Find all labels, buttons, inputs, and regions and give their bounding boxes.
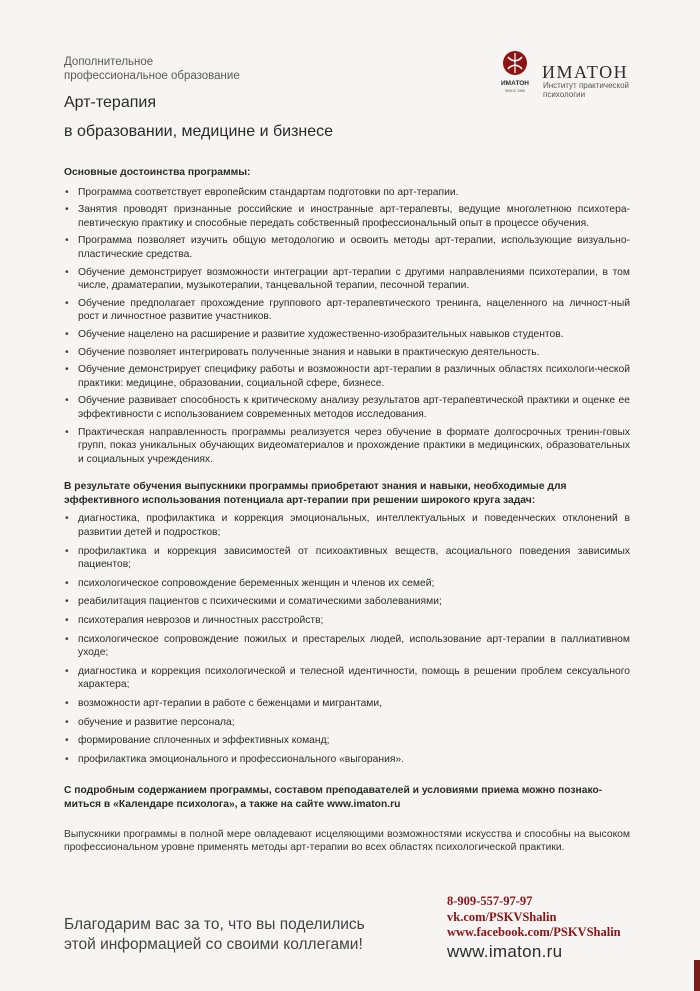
contact-vk-link[interactable]: vk.com/PSKVShalin (447, 909, 557, 924)
list-item: • Обучение позволяет интегрировать полученные знания и навыки в практическую деятельность. (64, 346, 630, 360)
contact-block (447, 894, 667, 941)
list-item: • психологическое сопровождение беременных женщин и членов их семей; (64, 577, 630, 591)
emblem-year: SINCE 1989 (505, 89, 525, 93)
list-item: • формирование сплоченных и эффективных команд; (64, 734, 630, 748)
list-item: • Практическая направленность программы реализуется через обучение в формате долгосрочных тренин-говых групп, показ уникальных обучающих видеоматериалов и прохождение практики в медицинских, образовательных и социальных учреждениях. (64, 426, 630, 467)
list-item: • возможности арт-терапии в работе с беженцами и мигрантами, (64, 697, 630, 711)
section-more-info-heading: С подробным содержанием программы, составом преподавателей и условиями приема можно познако-миться в «Календаре психолога», а также на сайте www.imaton.ru (64, 785, 603, 810)
list-item: • Программа позволяет изучить общую методологию и освоить методы арт-терапии, использующие визуально-пластические средства. (64, 234, 630, 261)
thanks-message (64, 915, 424, 955)
list-item: • Обучение развивает способность к критическому анализу результатов арт-терапевтической практики и оценке ее эффективности с использованием современных методов исследования. (64, 394, 630, 421)
program-title-line1: Арт-терапия (64, 94, 156, 111)
list-item: • Обучение нацелено на расширение и развитие художественно-изобразительных навыков студентов. (64, 328, 630, 342)
list-item: • Обучение демонстрирует возможности интеграции арт-терапии с другими направлениями психотерапии, в том числе, драматерапии, музыкотерапии, танцевальной терапии, песочной терапии. (64, 266, 630, 293)
list-item: • обучение и развитие персонала; (64, 716, 630, 730)
section-outcomes-heading: В результате обучения выпускники программы приобретают знания и навыки, необходимые для эффективного использования потенциала арт-терапии при решении широкого круга задач: (64, 481, 567, 506)
program-type-line1: Дополнительное (64, 56, 154, 68)
list-item: • Обучение демонстрирует специфику работы и возможности арт-терапии в различных областях психологи-ческой практики: медицине, образовании, социальной сфере, бизнесе. (64, 363, 630, 390)
thanks-line2: этой информацией со своими коллегами! (64, 936, 363, 953)
page-edge-stripe (694, 960, 700, 991)
list-item: • диагностика, профилактика и коррекция эмоциональных, интеллектуальных и поведенческих отклонений в развитии детей и подростков; (64, 512, 630, 539)
contact-phone: 8-909-557-97-97 (447, 894, 533, 908)
logo-tagline (543, 81, 653, 99)
list-item: • реабилитация пациентов с психическими и соматическими заболеваниями; (64, 595, 630, 609)
list-item: • психотерапия неврозов и личностных расстройств; (64, 614, 630, 628)
imaton-emblem-icon (496, 48, 534, 96)
list-item: • профилактика эмоционального и профессионального «выгорания». (64, 753, 630, 767)
list-item: • диагностика и коррекция психологической и телесной идентичности, помощь в решении проблем сексуального характера; (64, 665, 630, 692)
graduates-paragraph: Выпускники программы в полной мере овладевают исцеляющими возможностями искусства и способны на высоком профессиональном уровне применять методы арт-терапии во всех областях психологической практики. (64, 828, 630, 854)
thanks-line1: Благодарим вас за то, что вы поделились (64, 916, 365, 933)
program-title-line2: в образовании, медицине и бизнесе (64, 123, 334, 140)
logo-name: ИМАТОН (542, 62, 629, 82)
list-item: • психологическое сопровождение пожилых и престарелых людей, использование арт-терапии в паллиативном уходе; (64, 633, 630, 660)
list-item: • Программа соответствует европейским стандартам подготовки по арт-терапии. (64, 186, 630, 200)
outcomes-list (64, 512, 630, 766)
list-item: • профилактика и коррекция зависимостей от психоактивных веществ, асоциального поведения зависимых пациентов; (64, 545, 630, 572)
imaton-logo (496, 48, 656, 98)
logo-tagline-line1: Институт практической (543, 81, 630, 90)
advantages-list (64, 186, 630, 467)
logo-tagline-line2: психологии (543, 90, 586, 99)
list-item: • Занятия проводят признанные российские и иностранные арт-терапевты, ведущие многолетнюю психотера-певтическую практику и способные передать собственный профессиональный опыт в процессе обучения. (64, 203, 630, 230)
website-link[interactable]: www.imaton.ru (447, 942, 563, 961)
program-type-line2: профессиональное образование (64, 70, 240, 82)
section-advantages-heading: Основные достоинства программы: (64, 167, 251, 178)
document-body (64, 166, 630, 855)
contact-facebook-link[interactable]: www.facebook.com/PSKVShalin (447, 925, 621, 939)
list-item: • Обучение предполагает прохождение группового арт-терапевтического тренинга, нацеленного на личност-ный рост и личностное развитие участников. (64, 297, 630, 324)
document-header (64, 55, 333, 141)
emblem-label: ИМАТОН (500, 80, 530, 87)
